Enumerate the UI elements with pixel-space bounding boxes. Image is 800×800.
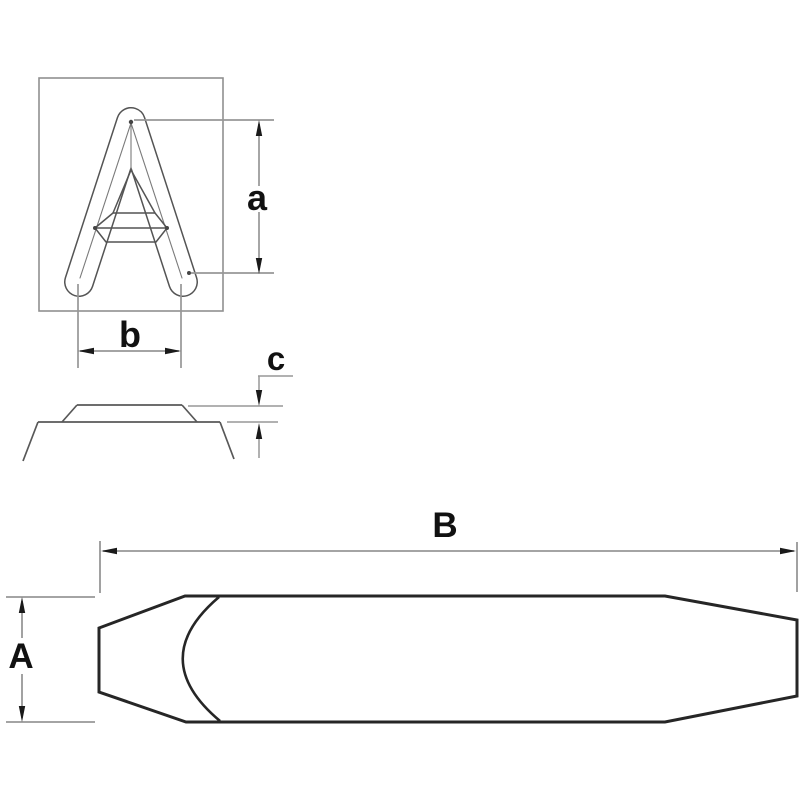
crossbar-left-dot <box>93 226 97 230</box>
dimension-c-arrows <box>256 390 262 439</box>
arrow-up-icon <box>256 423 262 439</box>
left-leg-ridge-line <box>80 123 131 278</box>
arrow-left-icon <box>101 548 117 554</box>
tip-transition-arc <box>183 597 220 721</box>
arrow-left-icon <box>78 348 94 354</box>
profile-view <box>23 405 234 461</box>
leg-extension-dot <box>187 271 191 275</box>
dimension-A <box>6 597 95 722</box>
arrow-right-icon <box>780 548 796 554</box>
arrow-up-icon <box>256 120 262 136</box>
arrow-down-icon <box>256 390 262 406</box>
punch-body-outline <box>99 596 797 722</box>
apex-junction-dot <box>129 120 133 124</box>
tip-left-taper <box>23 422 38 461</box>
character-right-bevel <box>182 405 197 422</box>
dimension-A-label: A <box>8 637 34 676</box>
dimension-c-label: c <box>266 340 286 377</box>
face-view <box>39 78 223 311</box>
arrow-down-icon <box>19 706 25 722</box>
dimension-B-label: B <box>432 506 458 545</box>
dimension-B-lines <box>100 541 797 593</box>
character-left-bevel <box>62 405 77 422</box>
arrow-down-icon <box>256 258 262 274</box>
dimension-c-lines <box>188 376 293 458</box>
right-leg-ridge-line <box>131 123 182 278</box>
arrow-up-icon <box>19 597 25 613</box>
arrow-right-icon <box>165 348 181 354</box>
dimension-b-label: b <box>119 314 141 355</box>
dimension-B <box>100 506 797 593</box>
dimension-a-label: a <box>246 177 268 218</box>
side-view <box>99 596 797 722</box>
dimension-b <box>78 284 181 368</box>
crossbar-right-dot <box>165 226 169 230</box>
dimension-c <box>188 340 293 458</box>
tip-right-taper <box>220 422 234 459</box>
